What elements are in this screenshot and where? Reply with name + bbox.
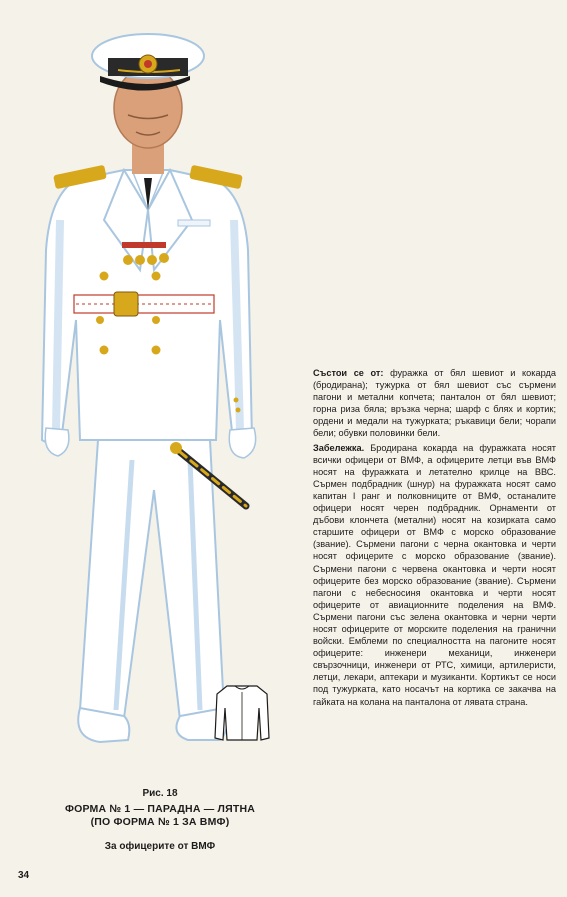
note-text: Бродирана кокарда на фуражката носят всички офицери от ВМФ, а офицерите летци във ВМФ носят на фуражката и летателно крилце на ВВС. Сърмен подбрадник (шнур) на фуражката носят само капитан I ранг и полковниците от ВМФ, останалите офицери носят черен подбрадник. Орнаменти от дъбови клончета (метални) носят на козирката само старшите офицери от ВМФ с морско образование (звание). Сърмени пагони с черна окантовка и черти носят офицерите с морско образование (звание). Сърмени пагони с червена окантовка и черти носят офицерите без морско образование (звание). Сърмени пагони с небесносиня окантовка и черти носят офицерите от авиационните поделения на ВМФ. Сърмени пагони със зелена окантовка и черни черти носят офицерите от морските поделения на гранични войски. Емблеми по специалността на пагоните носят офицерите: инженери механици, инженери свързочници, инженери от РТС, химици, артилеристи, летци, лекари, аптекари и музиканти. Кортикът се носи под тужурката, като носачът на кортика се закачва на гайката на колана на панталона от лявата страна. [313,442,556,707]
figure-caption [10,788,310,852]
composition-paragraph [313,367,556,440]
composition-text: фуражка от бял шевиот и кокарда (бродирана); тужурка от бял шевиот със сърмени пагони и метални копчета; панталон от бял шевиот; горна риза бяла; връзка черна; шарф с блях и кортик; ордени и медали на тужурката; ръкавици бели; чорапи бели; обувки половинки бели. [313,368,556,439]
page-number: 34 [18,870,30,881]
note-paragraph [313,442,556,708]
jacket-back-sketch [213,682,271,744]
naval-officer-illustration [20,20,300,760]
note-label: Забележка. [313,442,365,453]
caption-title-line1: ФОРМА № 1 — ПАРАДНА — ЛЯТНА [64,803,256,815]
caption-title-line2: (ПО ФОРМА № 1 ЗА ВМФ) [90,816,230,828]
description-column [313,367,556,710]
composition-label: Състои се от: [313,368,384,378]
caption-subtitle: За офицерите от ВМФ [104,841,216,852]
figure-label: Рис. 18 [142,788,178,799]
